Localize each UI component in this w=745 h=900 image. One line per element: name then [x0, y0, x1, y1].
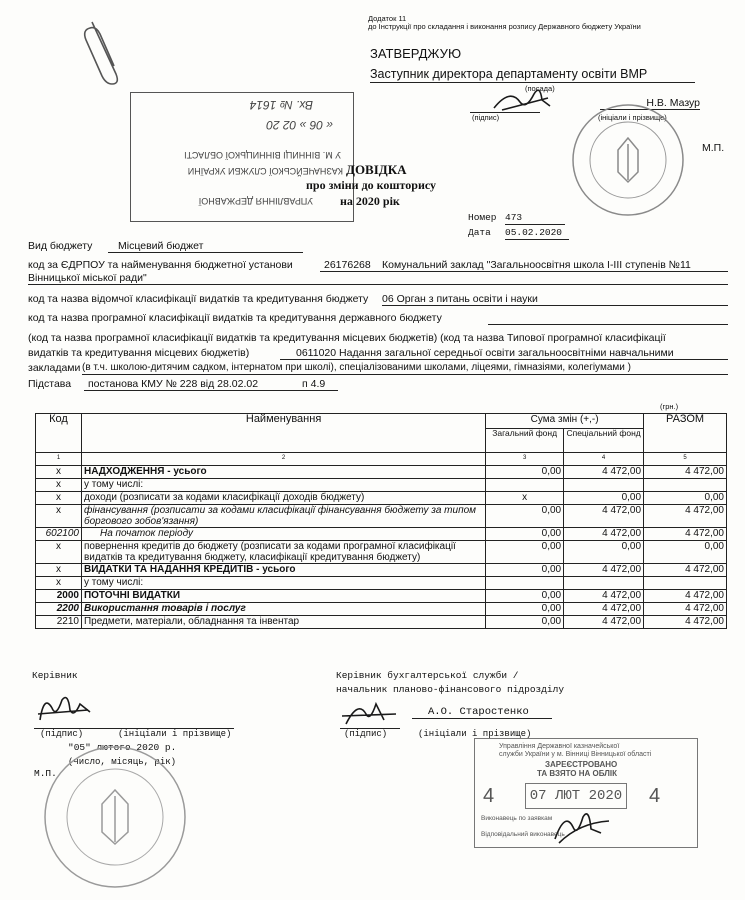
table-row	[36, 466, 727, 479]
sign-date: "05" лютого 2020 р.	[68, 742, 177, 753]
row-general	[486, 479, 564, 492]
dept-value: 06 Орган з питань освіти і науки	[382, 293, 728, 306]
reg-line5: Виконавець по заявкам	[481, 815, 553, 822]
row-name: доходи (розписати за кодами класифікації доходів бюджету)	[81, 492, 485, 505]
registration-stamp	[130, 92, 354, 222]
row-total	[644, 479, 727, 492]
header-total: РАЗОМ	[644, 414, 727, 453]
approver-name: Н.В. Мазур	[600, 97, 700, 110]
colnum-1: 1	[36, 453, 82, 466]
row-total: 4 472,00	[644, 505, 727, 528]
head-label: Керівник	[32, 670, 78, 681]
reg-line3: ЗАРЕЄСТРОВАНО	[545, 760, 618, 769]
row-total: 4 472,00	[644, 616, 727, 629]
row-code: 2200	[36, 603, 82, 616]
row-special	[564, 479, 644, 492]
acc-name: А.О. Старостенко	[412, 706, 552, 719]
stamp-line2: КАЗНАЧЕЙСЬКОЇ СЛУЖБИ УКРАЇНИ	[187, 166, 343, 176]
header-special: Спеціальний фонд	[564, 428, 644, 452]
stamp-line1: УПРАВЛІННЯ ДЕРЖАВНОЇ	[198, 196, 313, 206]
basis-value: постанова КМУ № 228 від 28.02.02	[84, 378, 338, 391]
header-sum: Сума змін (+,-)	[486, 414, 644, 429]
table-row	[36, 603, 727, 616]
column-numbers-row	[36, 453, 727, 466]
row-name: Предмети, матеріали, обладнання та інвентар	[81, 616, 485, 629]
approve-title: ЗАТВЕРДЖУЮ	[370, 46, 462, 61]
row-total: 4 472,00	[644, 603, 727, 616]
row-special: 4 472,00	[564, 603, 644, 616]
table-row	[36, 505, 727, 528]
institution-line1: Комунальний заклад "Загальноосвітня школа І-ІІІ ступенів №11	[382, 259, 691, 271]
row-special: 4 472,00	[564, 505, 644, 528]
colnum-2: 2	[81, 453, 485, 466]
row-code: х	[36, 479, 82, 492]
row-total: 4 472,00	[644, 564, 727, 577]
row-name: у тому числі:	[81, 577, 485, 590]
budget-changes-table	[35, 413, 727, 629]
local-line2-label: видатків та кредитування місцевих бюджетів)	[28, 347, 250, 359]
basis-label: Підстава	[28, 378, 72, 390]
colnum-5: 5	[644, 453, 727, 466]
row-special: 4 472,00	[564, 590, 644, 603]
appendix-line1: Додаток 11	[368, 14, 407, 23]
approve-sign-line	[470, 100, 540, 113]
paperclip-icon	[82, 18, 132, 88]
row-code: х	[36, 564, 82, 577]
edrpou-code: 26176268	[324, 259, 371, 271]
row-general	[486, 577, 564, 590]
row-name: повернення кредитів до бюджету (розписати за кодами програмної класифікації видатків та кредитування бюджету, класифікації кредитування бюджету)	[81, 541, 485, 564]
row-special: 4 472,00	[564, 616, 644, 629]
table-row	[36, 492, 727, 505]
basis-point: п 4.9	[302, 378, 326, 390]
row-code: х	[36, 505, 82, 528]
header-name: Найменування	[81, 414, 485, 453]
approve-position: Заступник директора департаменту освіти ВМР	[370, 66, 695, 83]
acc-label-2: начальник планово-фінансового підрозділу	[336, 684, 565, 695]
row-special	[564, 577, 644, 590]
acc-sign-caption: (підпис)	[344, 729, 388, 739]
table-row	[36, 564, 727, 577]
row-general: 0,00	[486, 616, 564, 629]
reg-num-left: 4	[483, 785, 495, 807]
row-special: 4 472,00	[564, 466, 644, 479]
row-code: 2210	[36, 616, 82, 629]
header-general: Загальний фонд	[486, 428, 564, 452]
row-general: 0,00	[486, 590, 564, 603]
table-row	[36, 479, 727, 492]
program-underline	[488, 312, 728, 325]
row-name: фінансування (розписати за кодами класифікації фінансування бюджету за типом боргового зобов'язання)	[81, 505, 485, 528]
stamp-number: Вх. № 1614	[249, 98, 313, 112]
doc-number-label: Номер	[468, 212, 497, 223]
doc-date: 05.02.2020	[505, 227, 569, 240]
registered-stamp	[474, 738, 698, 848]
row-special: 0,00	[564, 541, 644, 564]
edrpou-label: код за ЄДРПОУ та найменування бюджетної установи	[28, 259, 293, 271]
row-code: х	[36, 492, 82, 505]
local-line3-b: (в т.ч. школою-дитячим садком, інтернатом при школі), спеціалізованими школами, ліцеями, гімназіями, колегіумами )	[82, 362, 728, 375]
row-special: 4 472,00	[564, 564, 644, 577]
row-name: На початок періоду	[81, 528, 485, 541]
school-seal-icon	[40, 742, 190, 892]
row-name: НАДХОДЖЕННЯ - усього	[81, 466, 485, 479]
row-general: 0,00	[486, 505, 564, 528]
acc-name-caption: (ініціали і прізвище)	[418, 729, 532, 739]
header-code: Код	[36, 414, 82, 453]
reg-line4: ТА ВЗЯТО НА ОБЛІК	[537, 769, 618, 778]
table-row	[36, 577, 727, 590]
row-general: 0,00	[486, 528, 564, 541]
budget-type-label: Вид бюджету	[28, 240, 93, 252]
approve-position-caption: (посада)	[525, 84, 555, 93]
colnum-3: 3	[486, 453, 564, 466]
row-total: 4 472,00	[644, 528, 727, 541]
table-unit: (грн.)	[660, 402, 679, 411]
reg-line1: Управління Державної казначейської	[499, 743, 620, 750]
approve-name-caption: (ініціали і прізвище)	[598, 113, 667, 122]
row-name: ПОТОЧНІ ВИДАТКИ	[81, 590, 485, 603]
budget-type: Місцевий бюджет	[108, 240, 303, 253]
row-special: 4 472,00	[564, 528, 644, 541]
row-general: 0,00	[486, 466, 564, 479]
doc-subtitle: про зміни до кошторису	[306, 178, 437, 192]
doc-title: ДОВІДКА	[346, 162, 407, 177]
table-row	[36, 590, 727, 603]
local-line3-a: закладами	[28, 362, 81, 374]
head-name-caption: (ініціали і прізвище)	[118, 729, 232, 739]
table-row	[36, 616, 727, 629]
row-total: 0,00	[644, 492, 727, 505]
doc-year: на 2020 рік	[340, 194, 400, 208]
doc-date-label: Дата	[468, 227, 491, 238]
local-line1: (код та назва програмної класифікації видатків та кредитування місцевих бюджетів) (код та назва Типової програмної класифікації	[28, 332, 666, 344]
reg-num-right: 4	[649, 785, 661, 807]
dept-label: код та назва відомчої класифікації видатків та кредитування бюджету	[28, 293, 369, 305]
footer-mp: М.П.	[34, 768, 57, 779]
row-general: 0,00	[486, 564, 564, 577]
row-total: 4 472,00	[644, 466, 727, 479]
row-total: 0,00	[644, 541, 727, 564]
round-seal-icon	[568, 100, 688, 220]
approve-sign-caption: (підпис)	[472, 113, 500, 122]
acc-label-1: Керівник бухгалтерської служби /	[336, 670, 519, 681]
row-name: Використання товарів і послуг	[81, 603, 485, 616]
row-code: 602100	[36, 528, 82, 541]
reg-line2: служби України у м. Вінниці Вінницької області	[499, 751, 652, 758]
approve-mp: М.П.	[702, 142, 725, 154]
row-code: х	[36, 466, 82, 479]
institution-line2: Вінницької міської ради"	[28, 272, 728, 285]
row-code: 2000	[36, 590, 82, 603]
row-general: 0,00	[486, 603, 564, 616]
table-row	[36, 528, 727, 541]
colnum-4: 4	[564, 453, 644, 466]
row-general: х	[486, 492, 564, 505]
reg-date: 07 ЛЮТ 2020	[525, 783, 627, 809]
doc-number: 473	[505, 212, 565, 225]
stamp-line3: У М. ВІННИЦІ ВІННИЦЬКОЇ ОБЛАСТІ	[184, 150, 341, 160]
local-line2-value: 0611020 Надання загальної середньої освіти загальноосвітніми навчальними	[280, 347, 728, 360]
appendix-line2: до Інструкції про складання і виконання розпису Державного бюджету України	[368, 22, 641, 31]
row-code: х	[36, 577, 82, 590]
head-sign-caption: (підпис)	[40, 729, 84, 739]
table-row	[36, 541, 727, 564]
row-special: 0,00	[564, 492, 644, 505]
row-total	[644, 577, 727, 590]
treasury-signature-icon	[549, 803, 619, 847]
stamp-date: « 06 » 02 20	[266, 118, 333, 132]
sign-date-caption: (число, місяць, рік)	[68, 757, 177, 767]
row-name: у тому числі:	[81, 479, 485, 492]
row-code: х	[36, 541, 82, 564]
row-total: 4 472,00	[644, 590, 727, 603]
row-name: ВИДАТКИ ТА НАДАННЯ КРЕДИТІВ - усього	[81, 564, 485, 577]
reg-line6: Відповідальний виконавець	[481, 831, 565, 838]
program-label: код та назва програмної класифікації видатків та кредитування державного бюджету	[28, 312, 442, 324]
row-general: 0,00	[486, 541, 564, 564]
